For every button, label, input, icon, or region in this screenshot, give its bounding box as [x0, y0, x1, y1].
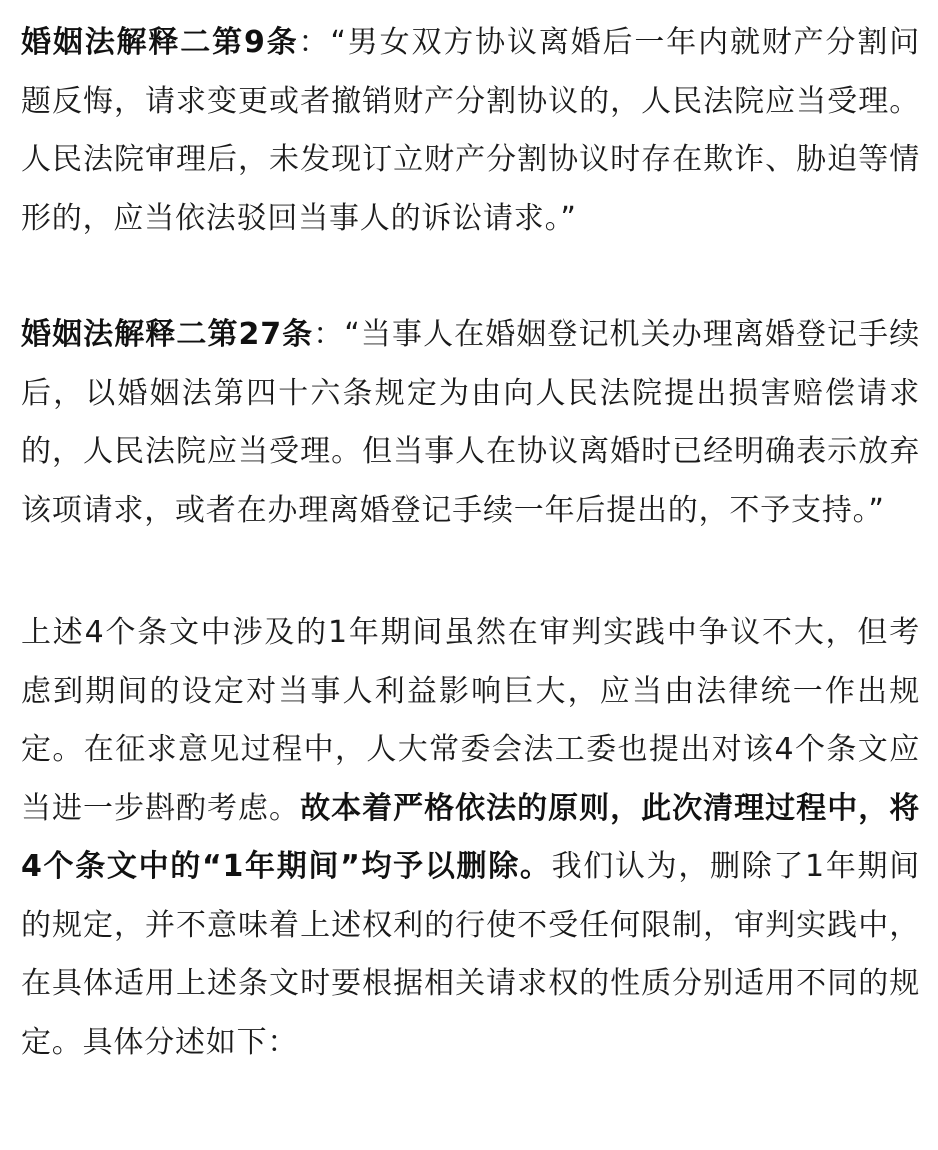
article-27-heading: 婚姻法解释二第27条 — [21, 317, 314, 352]
analysis-outro-text: 我们认为，删除了1年期间的规定，并不意味着上述权利的行使不受任何限制，审判实践中，在具体适用上述条文时要根据相关请求权的性质分别适用不同的规定。具体分述如下： — [21, 849, 920, 1060]
paragraph-analysis — [21, 604, 920, 1072]
article-9-heading: 婚姻法解释二第9条 — [21, 25, 299, 60]
paragraph-article-9 — [21, 14, 920, 248]
analysis-emphasis-text: 故本着严格依法的原则，此次清理过程中，将4个条文中的“1年期间”均予以删除。 — [21, 790, 921, 884]
analysis-intro-text: 上述4个条文中涉及的1年期间虽然在审判实践中争议不大，但考虑到期间的设定对当事人利益影响巨大，应当由法律统一作出规定。在征求意见过程中，人大常委会法工委也提出对该4个条文应当进一步斟酌考虑。 — [21, 615, 920, 826]
paragraph-article-27 — [21, 306, 920, 540]
article-27-text: ：“当事人在婚姻登记机关办理离婚登记手续后，以婚姻法第四十六条规定为由向人民法院提出损害赔偿请求的，人民法院应当受理。但当事人在协议离婚时已经明确表示放弃该项请求，或者在办理离婚登记手续一年后提出的，不予支持。” — [21, 317, 921, 528]
article-9-text: ：“男女双方协议离婚后一年内就财产分割问题反悔，请求变更或者撤销财产分割协议的，人民法院应当受理。人民法院审理后，未发现订立财产分割协议时存在欺诈、胁迫等情形的，应当依法驳回当事人的诉讼请求。” — [21, 25, 920, 236]
